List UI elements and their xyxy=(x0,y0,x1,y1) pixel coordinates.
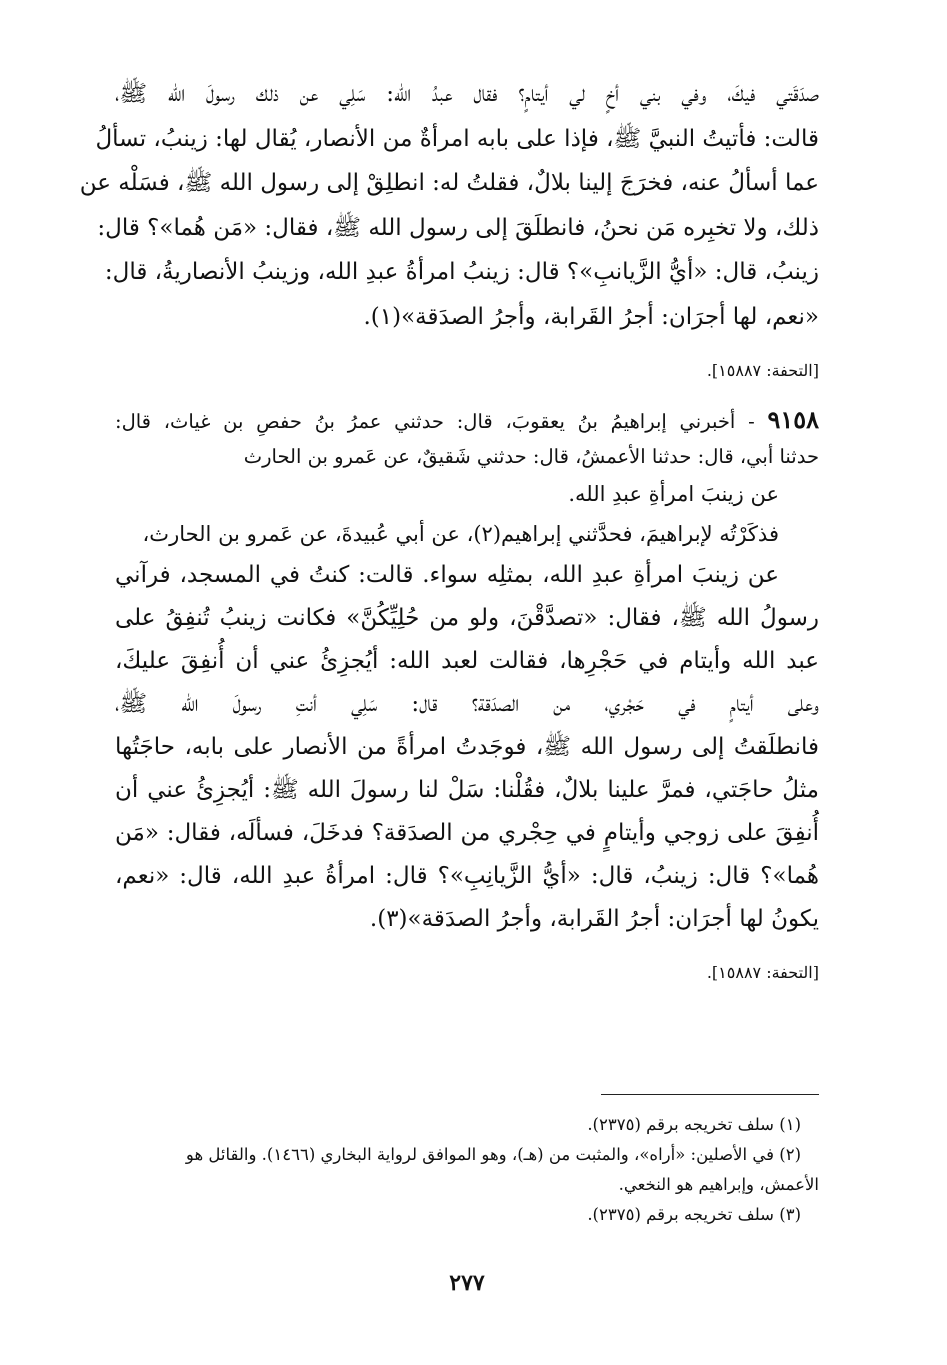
footnote-divider xyxy=(601,1094,819,1095)
text-line: عن زينبَ امرأةِ عبدِ الله، بمثلِه سواء. قالت: كنتُ في المسجد، فرآني xyxy=(115,562,779,588)
paragraph-1 xyxy=(79,72,819,339)
page-body xyxy=(79,72,819,1365)
text-line: يكونُ لها أجرَان: أجرُ القَرابة، وأجرُ الصدَقة»(٣). xyxy=(369,906,819,932)
footnotes xyxy=(115,1110,819,1230)
text-line: «نعم، لها أجرَان: أجرُ القَرابة، وأجرُ الصدَقة»(١). xyxy=(363,303,819,330)
text-line: رسولُ الله ﷺ، فقال: «تصدَّقْنَ، ولو من حُلِيِّكُنَّ» فكانت زينبُ تُنفِقُ على xyxy=(115,605,819,631)
isnad-line: - أخبرني إبراهيمُ بنُ يعقوبَ، قال: حدثني عمرُ بنُ حفصِ بن غياث، قال: xyxy=(115,410,755,433)
footnote-3: (٣) سلف تخريجه برقم (٢٣٧٥). xyxy=(587,1205,801,1224)
paragraph-2 xyxy=(115,554,819,941)
text-line: ذلك، ولا تخبِره مَن نحنُ، فانطلَقَ إلى رسول الله ﷺ، فقال: «مَن هُما»؟ قال: xyxy=(97,214,819,241)
text-line: عبد الله وأيتام في حَجْرِها، فقالت لعبد الله: أيُجزِئُ عني أن أُنفِقَ عليكَ، xyxy=(115,648,819,674)
text-line xyxy=(115,402,819,439)
text-line: قالت: فأتيتُ النبيَّ ﷺ، فإذا على بابه امرأةٌ من الأنصار، يُقال لها: زينبُ، تسألُ xyxy=(95,125,819,152)
indent-line-1: عن زينبَ امرأةِ عبدِ الله. xyxy=(568,482,779,506)
footnote-2: (٢) في الأصلين: «أراه»، والمثبت من (هـ)، وهو الموافق لرواية البخاري (١٤٦٦). والقائل هو xyxy=(185,1145,801,1164)
footnote-2-continued: الأعمش، وإبراهيم هو النخعي. xyxy=(618,1175,819,1194)
text-line: حدثنا أبي، قال: حدثنا الأعمشُ، قال: حدثني شَقيقٌ، عن عَمرو بن الحارث xyxy=(243,445,819,468)
text-line: زينبُ، قال: «أيُّ الزَّيانبِ»؟ قال: زينبُ امرأةُ عبدِ الله، وزينبُ الأنصاريةُ، قال: xyxy=(104,259,819,285)
page-number: ٢٧٧ xyxy=(449,1270,485,1296)
text-line: عما أسألُ عنه، فخرَجَ إلينا بلالٌ، فقلتُ له: انطلِقْ إلى رسول الله ﷺ، فسَلْه عن xyxy=(79,170,819,196)
indent-line-2: فذكَرْتُه لإبراهيمَ، فحدَّثني إبراهيم(٢)، عن أبي عُبيدةَ، عن عَمرو بن الحارث، xyxy=(142,522,779,546)
text-line: مثلُ حاجَتي، فمرَّ علينا بلالٌ، فقُلْنا: سَلْ لنا رسولَ الله ﷺ: أيُجزِئُ عني أن xyxy=(115,777,819,803)
reference-tuhfa-2: [التحفة: ١٥٨٨٧]. xyxy=(706,963,819,982)
reference-tuhfa-1: [التحفة: ١٥٨٨٧]. xyxy=(706,361,819,380)
hadith-number: ٩١٥٨ xyxy=(767,405,819,434)
text-line: أُنفِقَ على زوجي وأيتامٍ في حِجْري من الصدَقة؟ فدخَلَ، فسألَه، فقال: «مَن xyxy=(115,820,819,846)
text-line: فانطلَقتُ إلى رسول الله ﷺ، فوجَدتُ امرأةً من الأنصار على بابه، حاجَتُها xyxy=(115,734,819,760)
hadith-isnad xyxy=(115,402,819,474)
footnote-1: (١) سلف تخريجه برقم (٢٣٧٥). xyxy=(587,1115,801,1134)
text-line: صدَقَتي فيكَ، وفي بني أخٍ لي أيتامٍ؟ فقال عبدُ الله: سَلِي عن ذلك رسولَ الله ﷺ، xyxy=(115,81,819,107)
text-line: هُما»؟ قال: زينبُ، قال: «أيُّ الزَّيانِبِ»؟ قال: امرأةُ عبدِ الله، قال: «نعم، xyxy=(115,863,819,889)
text-line: وعلى أيتامٍ في حَجْري، من الصدَقة؟ قال: سَلِي أنتِ رسولَ الله ﷺ، xyxy=(115,691,819,717)
